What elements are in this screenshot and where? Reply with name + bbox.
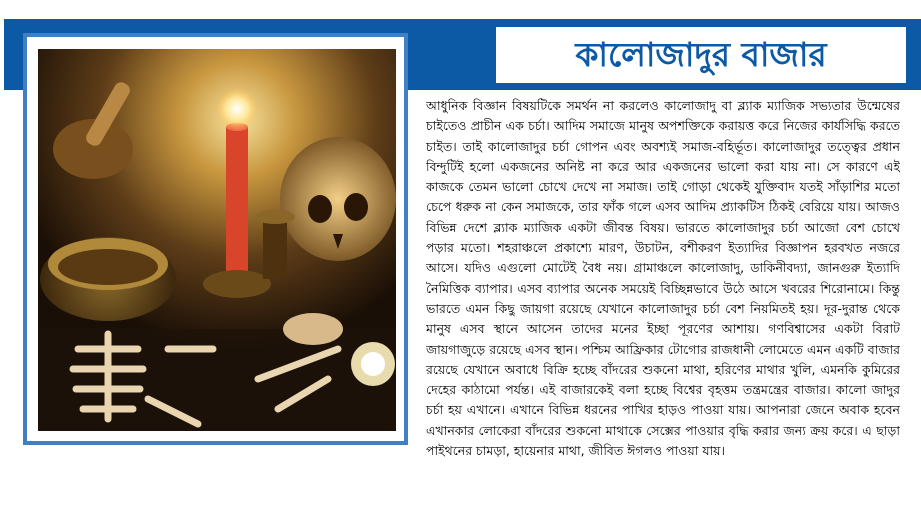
bowl-contents — [58, 249, 158, 285]
candle-holder — [203, 270, 271, 298]
goblet-rim — [255, 210, 295, 224]
article-photo — [38, 49, 396, 431]
candle — [226, 127, 248, 277]
goblet — [263, 219, 287, 279]
lamp-core — [361, 352, 385, 376]
article-body: আধুনিক বিজ্ঞান বিষয়টিকে সমর্থন না করলেও কালোজাদু বা ব্ল্যাক ম্যাজিক সভ্যতার উন্মেষের চাইতেও প্রাচীন এক চর্চা। আদিম সমাজে মানুষ অপশক্তিকে করায়ত্ত করে নিজের কার্যসিদ্ধি করতে চাইত। তাই কালোজাদুর চর্চা গোপন এবং অবশ্যই সমাজ-বহির্ভূত। কালোজাদুর তত্ত্বের প্রধান বিন্দুটিই হলো একজনের অনিষ্ট না করে আর একজনের ভালো করা যায় না। সে কারণে এই কাজকে তেমন ভালো চোখে দেখে না সমাজ। তাই গোড়া থেকেই যুক্তিবাদ যতই সাঁড়াশির মতো চেপে ধরুক না কেন সমাজকে, তার ফাঁক গলে এসব আদিম প্র্যাকটিস ঠিকই বেরিয়ে যায়। আজও বিভিন্ন দেশে ব্ল্যাক ম্যাজিক একটা জীবন্ত বিষয়। ভারতে কালোজাদুর চর্চা আজো বেশ চোখে পড়ার মতো। শহরাঞ্চলে প্রকাশ্যে মারণ, উচাটন, বশীকরণ ইত্যাদির বিজ্ঞাপন হরবখত নজরে আসে। যদিও এগুলো মোটেই বৈধ নয়। গ্রামাঞ্চলে কালোজাদু, ডাকিনীবদ্যা, জানগুরু ইত্যাদি নৈমিত্তিক ব্যাপার। এসব ব্যাপার অনেক সময়েই বিচ্ছিন্নভাবে উঠে আসে খবরের শিরোনামে। কিন্তু ভারতে এমন কিছু জায়গা রয়েছে যেখানে কালোজাদুর চর্চা বেশ নিয়মিতই হয়। দূর-দুরান্ত থেকে মানুষ এসব স্থানে আসেন তাদের মনের ইচ্ছা পূরণের আশায়। গণবিশ্বাসের একটা বিরাট জায়গাজুড়ে রয়েছে এসব স্থান। পশ্চিম আফ্রিকার টোগোর রাজধানী লোমেতে এমন একটি বাজার রয়েছে যেখানে অবাধে বিক্রি হচ্ছে বাঁদরের শুকনো মাথা, হরিণের মাথার খুলি, এমনকি কুমিরের দেহের কাঠামো পর্যন্ত। এই বাজারকেই বলা হচ্ছে বিশ্বের বৃহত্তম তন্ত্রমন্ত্রের বাজার। কালো জাদুর চর্চা হয় এখানে। এখানে বিভিন্ন ধরনের পাখির হাড়ও পাওয়া যায়। আপনারা জেনে অবাক হবেন এখানকার লোকেরা বাঁদরের শুকনো মাথাকে সেক্সের পাওয়ার বৃদ্ধি করার জন্য ক্রয় করে। এ ছাড়া পাইথনের চামড়া, হায়েনার মাথা, জীবিত ঈগলও পাওয়া যায়। — [426, 98, 900, 459]
candle-flame — [215, 75, 259, 139]
table-surface — [38, 329, 396, 431]
skull-eye-right — [344, 193, 368, 221]
page-title: কালোজাদুর বাজার — [496, 27, 906, 83]
bone-fragment — [283, 313, 343, 345]
skull-eye-left — [308, 195, 332, 223]
